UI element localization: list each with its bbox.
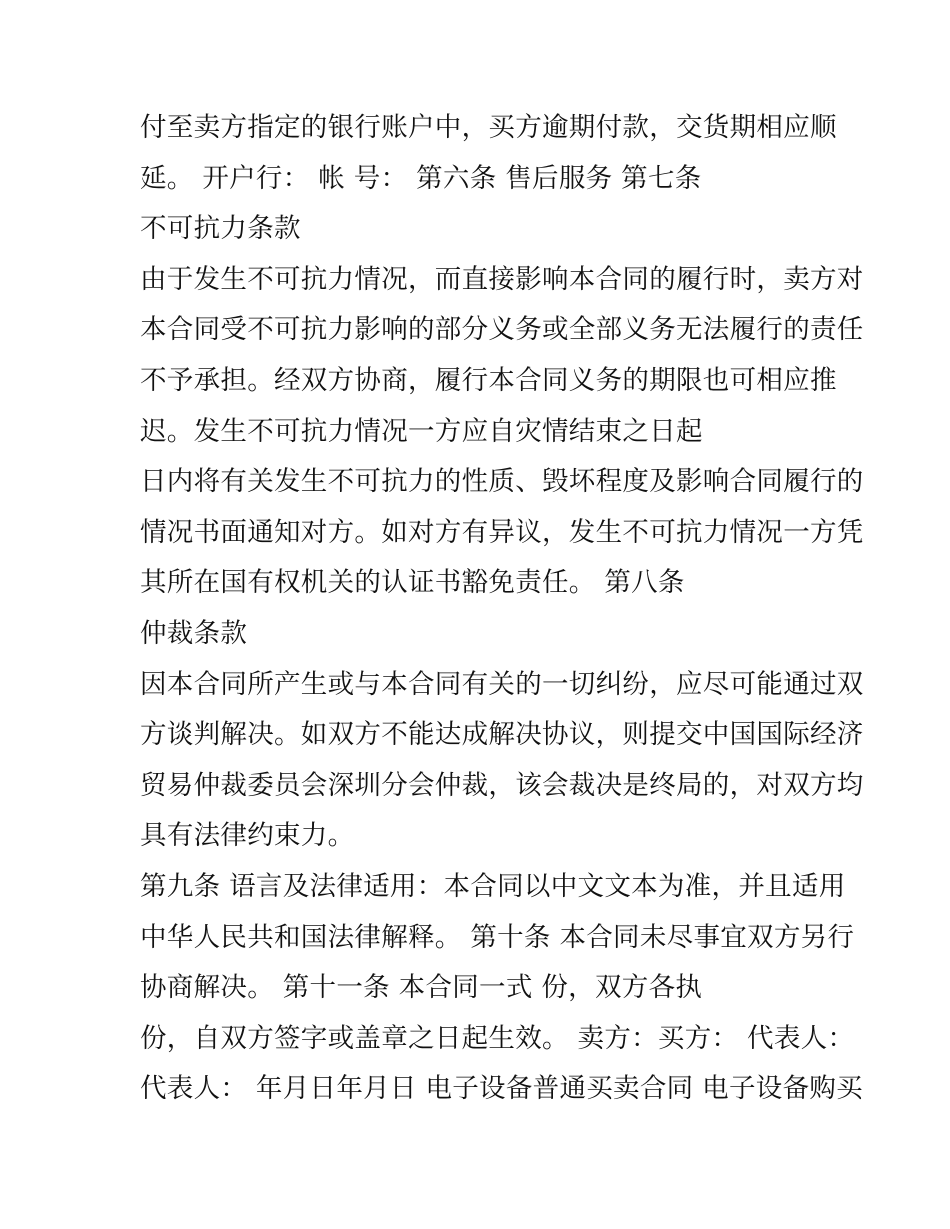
text-line: 延。 开户行： 帐 号： 第六条 售后服务 第七条 — [140, 162, 702, 194]
text-line: 不予承担。经双方协商，履行本合同义务的期限也可相应推 — [140, 364, 837, 396]
text-line: 中华人民共和国法律解释。 第十条 本合同未尽事宜双方另行 — [140, 921, 855, 953]
text-line: 本合同受不可抗力影响的部分义务或全部义务无法履行的责任 — [140, 314, 864, 346]
text-line: 协商解决。 第十一条 本合同一式 份，双方各执 — [140, 972, 703, 1004]
text-line: 贸易仲裁委员会深圳分会仲裁，该会裁决是终局的，对双方均 — [140, 769, 864, 801]
text-line: 代表人： 年月日年月日 电子设备普通买卖合同 电子设备购买 — [140, 1073, 863, 1105]
section-heading: 仲裁条款 — [140, 617, 248, 649]
section-heading: 不可抗力条款 — [140, 213, 301, 245]
text-line: 具有法律约束力。 — [140, 820, 355, 852]
document-body — [140, 103, 864, 1115]
text-line: 第九条 语言及法律适用：本合同以中文文本为准，并且适用 — [140, 870, 846, 902]
text-line: 情况书面通知对方。如对方有异议，发生不可抗力情况一方凭 — [140, 516, 864, 548]
text-line: 付至卖方指定的银行账户中，买方逾期付款，交货期相应顺 — [140, 112, 837, 143]
text-line: 其所在国有权机关的认证书豁免责任。 第八条 — [140, 567, 685, 599]
text-line: 份，自双方签字或盖章之日起生效。 卖方：买方： 代表人： — [140, 1022, 855, 1054]
text-line: 因本合同所产生或与本合同有关的一切纠纷，应尽可能通过双 — [140, 668, 864, 700]
text-line: 方谈判解决。如双方不能达成解决协议，则提交中国国际经济 — [140, 719, 864, 751]
text-line: 日内将有关发生不可抗力的性质、毁坏程度及影响合同履行的 — [140, 466, 864, 498]
text-line: 由于发生不可抗力情况，而直接影响本合同的履行时，卖方对 — [140, 263, 864, 295]
text-line: 迟。发生不可抗力情况一方应自灾情结束之日起 — [140, 415, 703, 447]
